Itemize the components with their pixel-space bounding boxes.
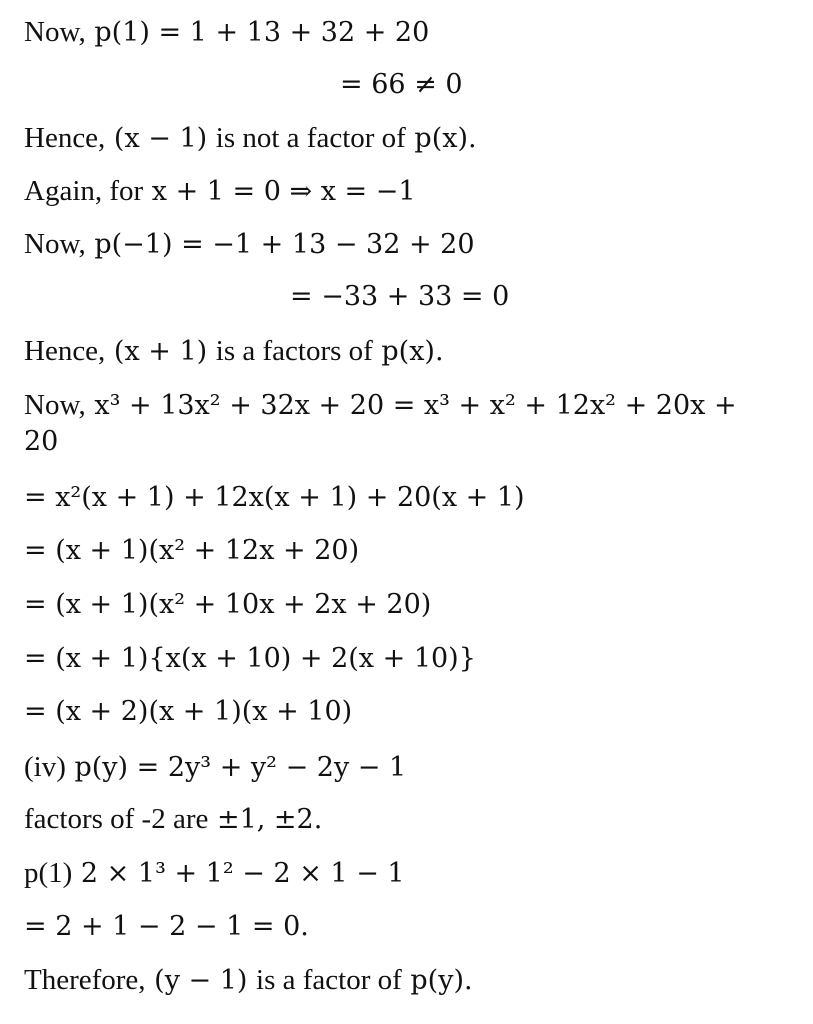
line-7-text: is a factors of xyxy=(215,335,373,367)
line-8-math: x³ + 13x² + 32x + 20 = x³ + x² + 12x² + 20x + xyxy=(94,390,737,421)
line-5-label: Now, xyxy=(24,228,86,260)
line-2-math: = 66 ≠ 0 xyxy=(340,69,463,100)
line-1-label: Now, xyxy=(24,16,86,48)
line-8-label: Now, xyxy=(24,389,86,421)
line-15-math: p(y) = 2y³ + y² − 2y − 1 xyxy=(74,752,407,783)
line-18 xyxy=(24,909,309,945)
line-19 xyxy=(24,962,473,999)
line-11 xyxy=(24,533,359,569)
line-4-math: x + 1 = 0 ⇒ x = −1 xyxy=(151,176,416,207)
line-15-label: (iv) xyxy=(24,751,66,783)
line-12-math: = (x + 1)(x² + 10x + 2x + 20) xyxy=(24,589,432,620)
line-14 xyxy=(24,694,352,730)
line-17-label: p(1) xyxy=(24,857,73,889)
line-3-text: is not a factor of xyxy=(215,122,406,154)
line-6 xyxy=(290,279,509,315)
line-5 xyxy=(24,226,475,263)
line-1-math: p(1) = 1 + 13 + 32 + 20 xyxy=(94,17,430,48)
line-19-math2: p(y). xyxy=(410,965,473,996)
line-6-math: = −33 + 33 = 0 xyxy=(290,281,510,312)
line-7-math2: p(x). xyxy=(381,336,444,367)
line-16 xyxy=(24,801,322,838)
line-7-math: (x + 1) xyxy=(113,336,208,367)
line-4-label: Again, for xyxy=(24,175,144,207)
line-11-math: = (x + 1)(x² + 12x + 20) xyxy=(24,535,360,566)
line-10-math: = x²(x + 1) + 12x(x + 1) + 20(x + 1) xyxy=(24,482,525,513)
line-16-math: ±1, ±2. xyxy=(216,804,323,835)
line-19-math: (y − 1) xyxy=(154,965,248,996)
line-3-math: (x − 1) xyxy=(113,123,208,154)
line-10 xyxy=(24,480,525,516)
line-3-math2: p(x). xyxy=(414,123,477,154)
line-4 xyxy=(24,173,416,210)
line-19-label: Therefore, xyxy=(24,964,146,996)
line-13 xyxy=(24,641,476,677)
line-9 xyxy=(24,424,58,460)
line-7-label: Hence, xyxy=(24,335,106,367)
line-3 xyxy=(24,120,477,157)
line-15 xyxy=(24,749,406,786)
line-3-label: Hence, xyxy=(24,122,106,154)
line-5-math: p(−1) = −1 + 13 − 32 + 20 xyxy=(94,229,475,260)
line-17 xyxy=(24,855,405,892)
line-12 xyxy=(24,587,431,623)
line-7 xyxy=(24,333,444,370)
line-13-math: = (x + 1){x(x + 10) + 2(x + 10)} xyxy=(24,643,476,674)
line-2 xyxy=(340,67,463,103)
line-1 xyxy=(24,14,429,51)
line-14-math: = (x + 2)(x + 1)(x + 10) xyxy=(24,696,353,727)
line-8 xyxy=(24,387,737,424)
line-17-math: 2 × 1³ + 1² − 2 × 1 − 1 xyxy=(80,858,405,889)
line-9-math: 20 xyxy=(24,426,59,457)
line-19-text: is a factor of xyxy=(256,964,402,996)
line-18-math: = 2 + 1 − 2 − 1 = 0. xyxy=(24,911,309,942)
line-16-label: factors of -2 are xyxy=(24,803,209,835)
